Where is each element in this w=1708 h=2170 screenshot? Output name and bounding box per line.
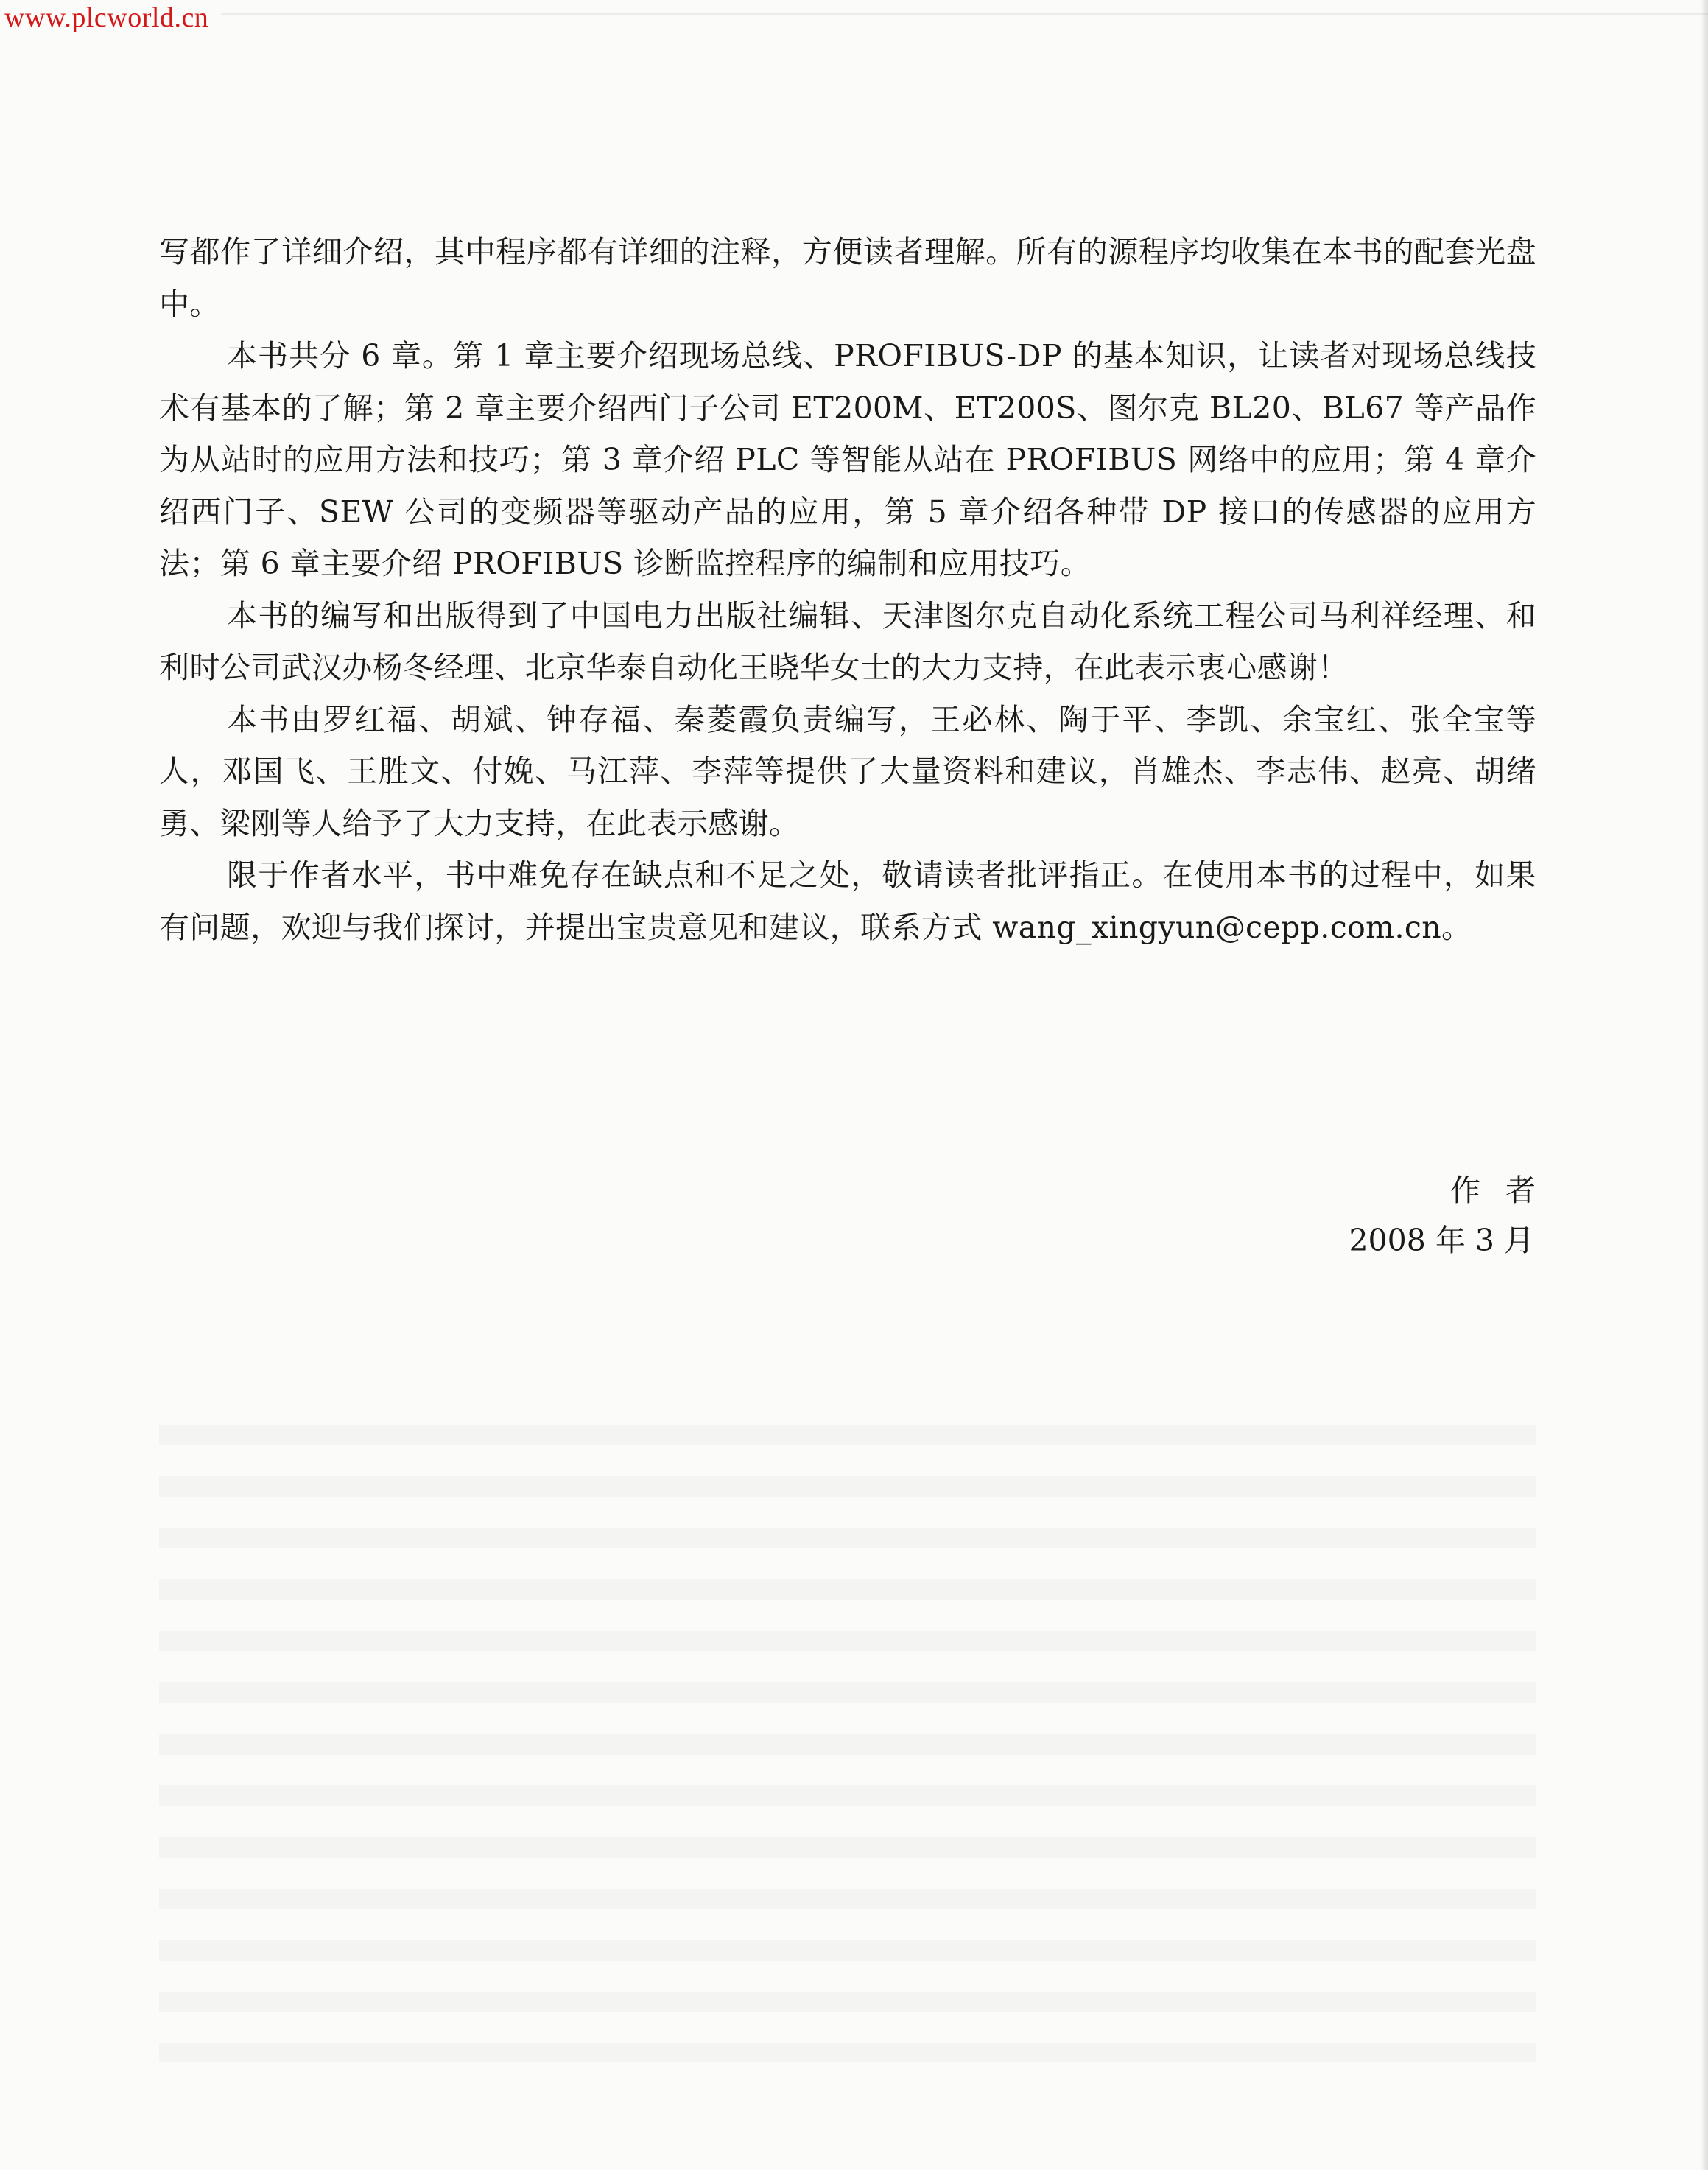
signature-date: 2008 年 3 月 bbox=[1349, 1223, 1534, 1258]
paragraph-continuation: 写都作了详细介绍，其中程序都有详细的注释，方便读者理解。所有的源程序均收集在本书的配套光盘中。 bbox=[159, 234, 1536, 322]
paragraph-feedback-contact: 限于作者水平，书中难免存在缺点和不足之处，敬请读者批评指正。在使用本书的过程中，如果有问题，欢迎与我们探讨，并提出宝贵意见和建议，联系方式 wang_xingyun@cepp.com.cn。 bbox=[159, 857, 1536, 945]
paragraph-acknowledgement-publishers: 本书的编写和出版得到了中国电力出版社编辑、天津图尔克自动化系统工程公司马利祥经理、和利时公司武汉办杨冬经理、北京华泰自动化王晓华女士的大力支持，在此表示衷心感谢！ bbox=[159, 597, 1536, 685]
site-watermark: www.plcworld.cn bbox=[4, 2, 209, 33]
scan-right-edge-shadow bbox=[1701, 0, 1708, 2170]
signature-author: 作者 bbox=[1450, 1173, 1561, 1208]
show-through-background bbox=[159, 1400, 1536, 2062]
scan-top-edge bbox=[221, 13, 1708, 15]
paragraph-acknowledgement-contributors: 本书由罗红福、胡斌、钟存福、秦菱霞负责编写，王必林、陶于平、李凯、余宝红、张全宝等人，邓国飞、王胜文、付娩、马江萍、李萍等提供了大量资料和建议，肖雄杰、李志伟、赵亮、胡绪勇、梁刚等人给予了大力支持，在此表示感谢。 bbox=[159, 701, 1536, 841]
page-body bbox=[159, 226, 1536, 953]
paragraph-chapter-overview: 本书共分 6 章。第 1 章主要介绍现场总线、PROFIBUS-DP 的基本知识，让读者对现场总线技术有基本的了解；第 2 章主要介绍西门子公司 ET200M、ET200S、图尔克 BL20、BL67 等产品作为从站时的应用方法和技巧；第 3 章介绍 PLC 等智能从站在 PROFIBUS 网络中的应用；第 4 章介绍西门子、SEW 公司的变频器等驱动产品的应用，第 5 章介绍各种带 DP 接口的传感器的应用方法；第 6 章主要介绍 PROFIBUS 诊断监控程序的编制和应用技巧。 bbox=[159, 338, 1536, 581]
